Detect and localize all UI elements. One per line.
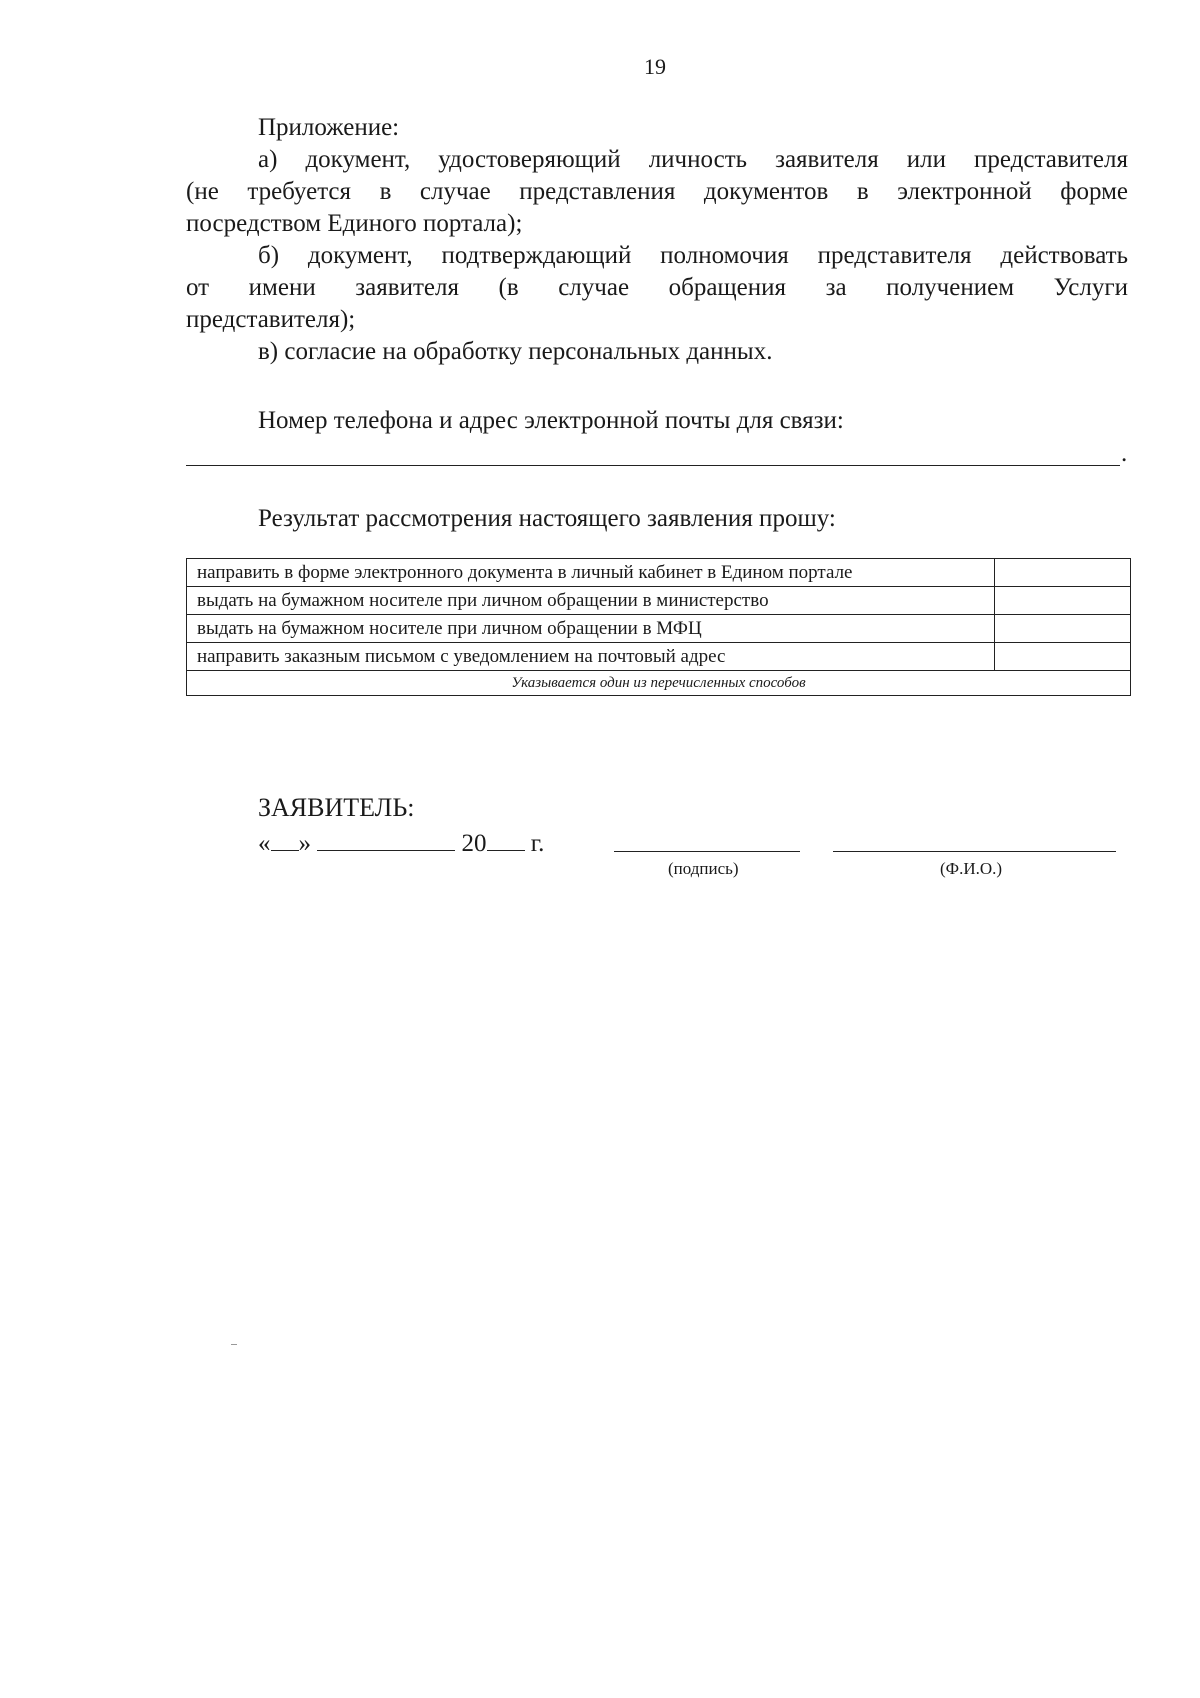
signature-field[interactable] <box>614 851 800 852</box>
contact-label: Номер телефона и адрес электронной почты для связи: <box>258 407 844 434</box>
appendix-item-a-line-2: (не требуется в случае представления документов в электронной форме <box>186 178 1128 205</box>
year-prefix: 20 <box>461 830 487 857</box>
result-section <box>186 503 1128 535</box>
applicant-heading: ЗАЯВИТЕЛЬ: <box>258 793 415 822</box>
delivery-option-checkbox[interactable] <box>994 559 1130 587</box>
delivery-option-checkbox[interactable] <box>994 615 1130 643</box>
page-number: 19 <box>644 54 666 79</box>
appendix-heading: Приложение: <box>258 114 400 141</box>
appendix-item-c: в) согласие на обработку персональных данных. <box>258 338 773 365</box>
delivery-option-checkbox[interactable] <box>994 587 1130 615</box>
appendix-section <box>186 112 1128 368</box>
table-row <box>187 587 1131 615</box>
appendix-item-a-line-1: а) документ, удостоверяющий личность заявителя или представителя <box>258 146 1128 173</box>
full-name-caption: (Ф.И.О.) <box>940 859 1003 878</box>
contact-input-line[interactable] <box>186 465 1120 466</box>
delivery-option-checkbox[interactable] <box>994 643 1130 671</box>
appendix-item-a-line-3: посредством Единого портала); <box>186 210 523 237</box>
contact-trailing-dot: . <box>1121 440 1128 467</box>
day-field[interactable] <box>271 828 299 851</box>
date-line <box>258 828 544 858</box>
delivery-option-label: направить заказным письмом с уведомлением на почтовый адрес <box>187 643 995 671</box>
signature-caption: (подпись) <box>668 859 739 878</box>
table-row <box>187 615 1131 643</box>
contact-section <box>186 405 1128 437</box>
appendix-item-b-line-3: представителя); <box>186 306 356 333</box>
table-row <box>187 559 1131 587</box>
year-suffix: г. <box>530 830 545 857</box>
table-note-row <box>187 671 1131 696</box>
quote-close: » <box>298 830 311 857</box>
appendix-item-b-line-1: б) документ, подтверждающий полномочия представителя действовать <box>258 242 1128 269</box>
delivery-option-label: выдать на бумажном носителе при личном обращении в МФЦ <box>187 615 995 643</box>
table-note: Указывается один из перечисленных способов <box>187 671 1131 696</box>
result-intro: Результат рассмотрения настоящего заявления прошу: <box>258 505 836 532</box>
quote-open: « <box>258 830 271 857</box>
month-field[interactable] <box>317 828 455 851</box>
scan-speck <box>231 1344 237 1345</box>
table-row <box>187 643 1131 671</box>
appendix-item-b-line-2: от имени заявителя (в случае обращения за получением Услуги <box>186 274 1128 301</box>
delivery-methods-table <box>186 558 1131 696</box>
delivery-option-label: выдать на бумажном носителе при личном обращении в министерство <box>187 587 995 615</box>
year-field[interactable] <box>487 828 525 851</box>
delivery-option-label: направить в форме электронного документа в личный кабинет в Едином портале <box>187 559 995 587</box>
full-name-field[interactable] <box>833 851 1116 852</box>
